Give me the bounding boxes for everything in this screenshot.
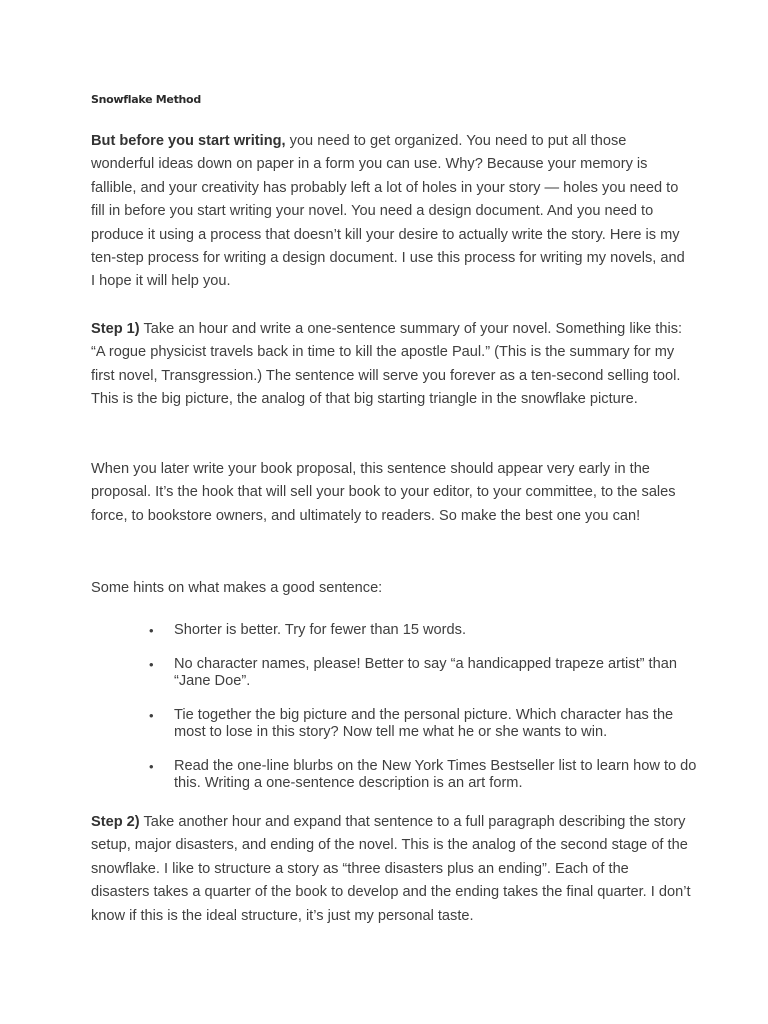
- step2-paragraph: [91, 811, 691, 928]
- step2-lead: Step 2): [91, 814, 140, 830]
- bullet-icon: •: [149, 758, 154, 774]
- bullet-icon: •: [149, 707, 154, 723]
- step1-lead: Step 1): [91, 321, 140, 337]
- hint-text: Tie together the big picture and the personal picture. Which character has the most to lose in this story? Now tell me what he or she wants to win.: [174, 706, 674, 740]
- intro-paragraph: [91, 130, 691, 294]
- document-title: Snowflake Method: [91, 93, 201, 106]
- intro-text: you need to get organized. You need to put all those wonderful ideas down on paper in a form you can use. Why? Because your memory is fallible, and your creativity has probably left a lot of holes in your story — holes you need to fill in before you start writing your novel. You need a design document. And you need to produce it using a process that doesn’t kill your desire to actually write the story. Here is my ten-step process for writing a design document. I use this process for writing my novels, and I hope it will help you.: [91, 133, 685, 290]
- bullet-icon: •: [149, 656, 154, 672]
- hint-text: Shorter is better. Try for fewer than 15 words.: [174, 622, 467, 638]
- step1-text: Take an hour and write a one-sentence summary of your novel. Something like this: “A rogue physicist travels back in time to kill the apostle Paul.” (This is the summary for my first novel, Transgression.) The sentence will serve you forever as a ten-second selling tool. This is the big picture, the analog of that big starting triangle in the snowflake picture.: [91, 321, 683, 408]
- list-item: [150, 622, 698, 640]
- list-item: [150, 758, 698, 793]
- proposal-paragraph: When you later write your book proposal, this sentence should appear very early in the proposal. It’s the hook that will sell your book to your editor, to your committee, to the sales force, to bookstore owners, and ultimately to readers. So make the best one you can!: [91, 461, 676, 524]
- hint-text: No character names, please! Better to say “a handicapped trapeze artist” than “Jane Doe”.: [174, 655, 677, 689]
- step1-paragraph: [91, 318, 691, 412]
- bullet-icon: •: [149, 623, 154, 638]
- hints-intro: Some hints on what makes a good sentence:: [91, 580, 383, 596]
- list-item: [150, 707, 698, 742]
- intro-lead: But before you start writing,: [91, 133, 286, 149]
- hint-text: Read the one-line blurbs on the New York Times Bestseller list to learn how to do this. Writing a one-sentence description is an art form.: [174, 757, 697, 791]
- list-item: [150, 656, 698, 691]
- step2-text: Take another hour and expand that sentence to a full paragraph describing the story setup, major disasters, and ending of the novel. This is the analog of the second stage of the snowflake. I like to structure a story as “three disasters plus an ending”. Each of the disasters takes a quarter of the book to develop and the ending takes the final quarter. I don’t know if this is the ideal structure, it’s just my personal taste.: [91, 814, 691, 924]
- hints-list: [150, 622, 698, 809]
